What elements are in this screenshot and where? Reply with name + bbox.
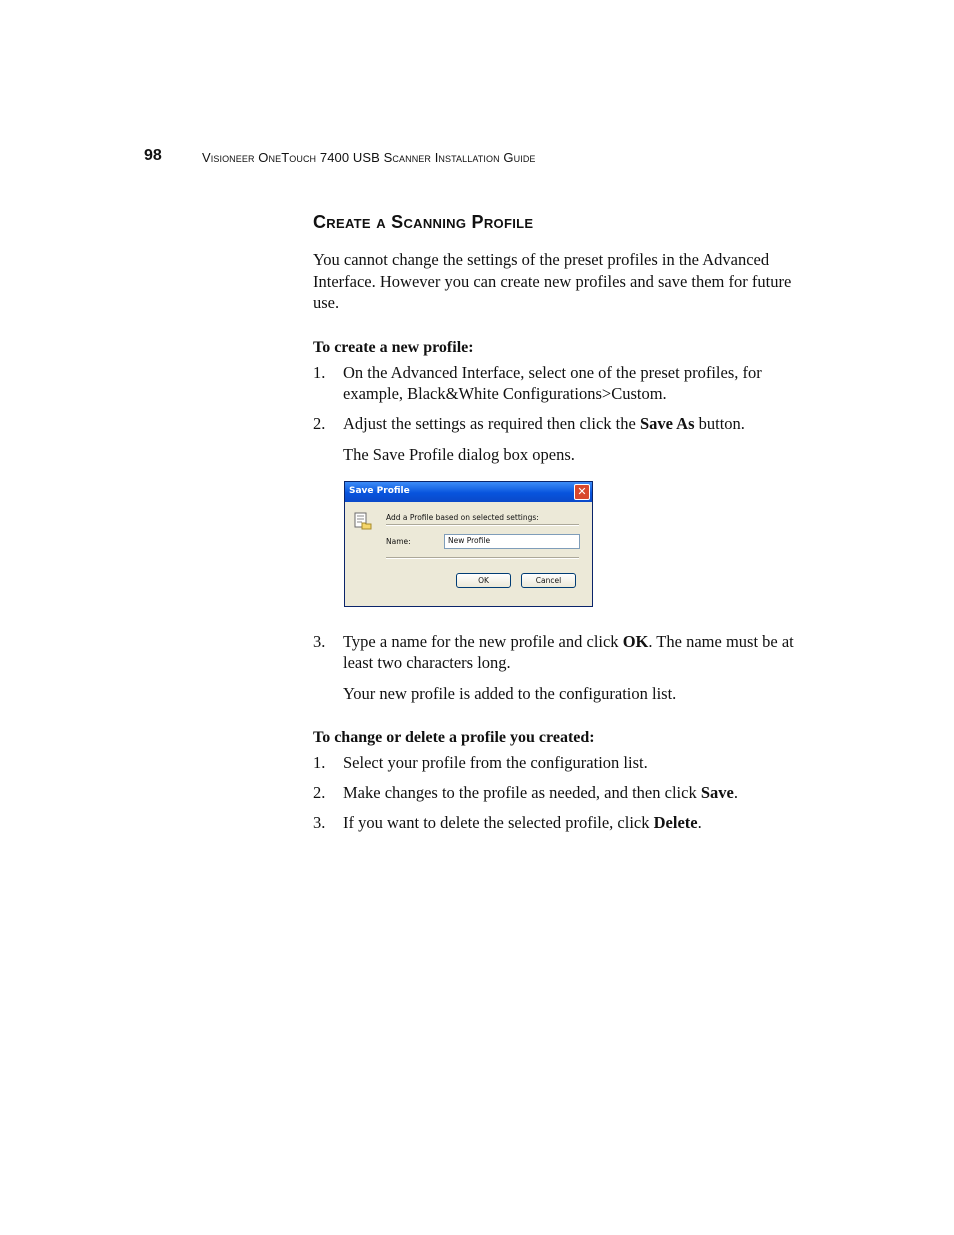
- step-number: 3.: [313, 631, 326, 651]
- caption-divider: [386, 524, 579, 526]
- name-label: Name:: [386, 536, 411, 546]
- dialog-title: Save Profile: [349, 485, 410, 496]
- step-text: Type a name for the new profile and click: [343, 631, 623, 651]
- create-step-1: [313, 362, 813, 404]
- step-text: Select your profile from the configuration list.: [343, 752, 648, 772]
- change-procedure-heading: To change or delete a profile you created:: [313, 728, 595, 746]
- save-term: Save: [700, 782, 734, 802]
- step-number: 1.: [313, 752, 326, 772]
- dialog-titlebar: [345, 482, 592, 502]
- delete-term: Delete: [653, 812, 698, 832]
- step-text: Adjust the settings as required then click the: [343, 413, 640, 433]
- step-text-end: .: [697, 812, 702, 832]
- profile-name-input[interactable]: New Profile: [444, 534, 580, 549]
- dialog-opens-note: The Save Profile dialog box opens.: [343, 444, 575, 464]
- save-as-term: Save As: [639, 413, 695, 433]
- buttons-divider: [386, 557, 579, 559]
- change-step-1: [313, 752, 813, 773]
- main-content: [313, 208, 813, 842]
- save-profile-dialog: [344, 481, 593, 607]
- change-step-3: [313, 812, 813, 833]
- dialog-caption: Add a Profile based on selected settings:: [386, 512, 539, 522]
- create-procedure-heading: To create a new profile:: [313, 338, 474, 356]
- step-text-end: .: [733, 782, 738, 802]
- step-number: 2.: [313, 413, 326, 433]
- running-title: Visioneer OneTouch 7400 USB Scanner Installation Guide: [202, 150, 536, 165]
- change-steps-list: [313, 752, 813, 833]
- step-text: Make changes to the profile as needed, and then click: [343, 782, 701, 802]
- close-button[interactable]: ✕: [574, 484, 590, 500]
- create-step-2: [313, 413, 813, 434]
- cancel-button[interactable]: Cancel: [521, 573, 576, 588]
- section-title: Create a Scanning Profile: [313, 212, 534, 232]
- step-number: 1.: [313, 362, 326, 382]
- page-number: 98: [144, 147, 162, 164]
- page-header: [144, 147, 844, 171]
- step-text-end: button.: [694, 413, 745, 433]
- change-step-2: [313, 782, 813, 803]
- create-steps-list-continued: [313, 631, 813, 673]
- create-steps-list: [313, 362, 813, 434]
- step-number: 2.: [313, 782, 326, 802]
- intro-paragraph: You cannot change the settings of the preset profiles in the Advanced Interface. However you can create new profiles and save them for future use.: [313, 250, 792, 312]
- ok-button[interactable]: OK: [456, 573, 511, 588]
- step-number: 3.: [313, 812, 326, 832]
- profile-added-note: Your new profile is added to the configuration list.: [343, 683, 677, 703]
- profile-document-icon: [354, 512, 372, 530]
- create-step-3: [313, 631, 813, 673]
- step-text-end: . The name must be at least two characters long.: [343, 631, 794, 672]
- step-text: On the Advanced Interface, select one of the preset profiles, for example, Black&White Configurations>Custom.: [343, 362, 762, 403]
- ok-term: OK: [622, 631, 649, 651]
- step-text: If you want to delete the selected profile, click: [343, 812, 654, 832]
